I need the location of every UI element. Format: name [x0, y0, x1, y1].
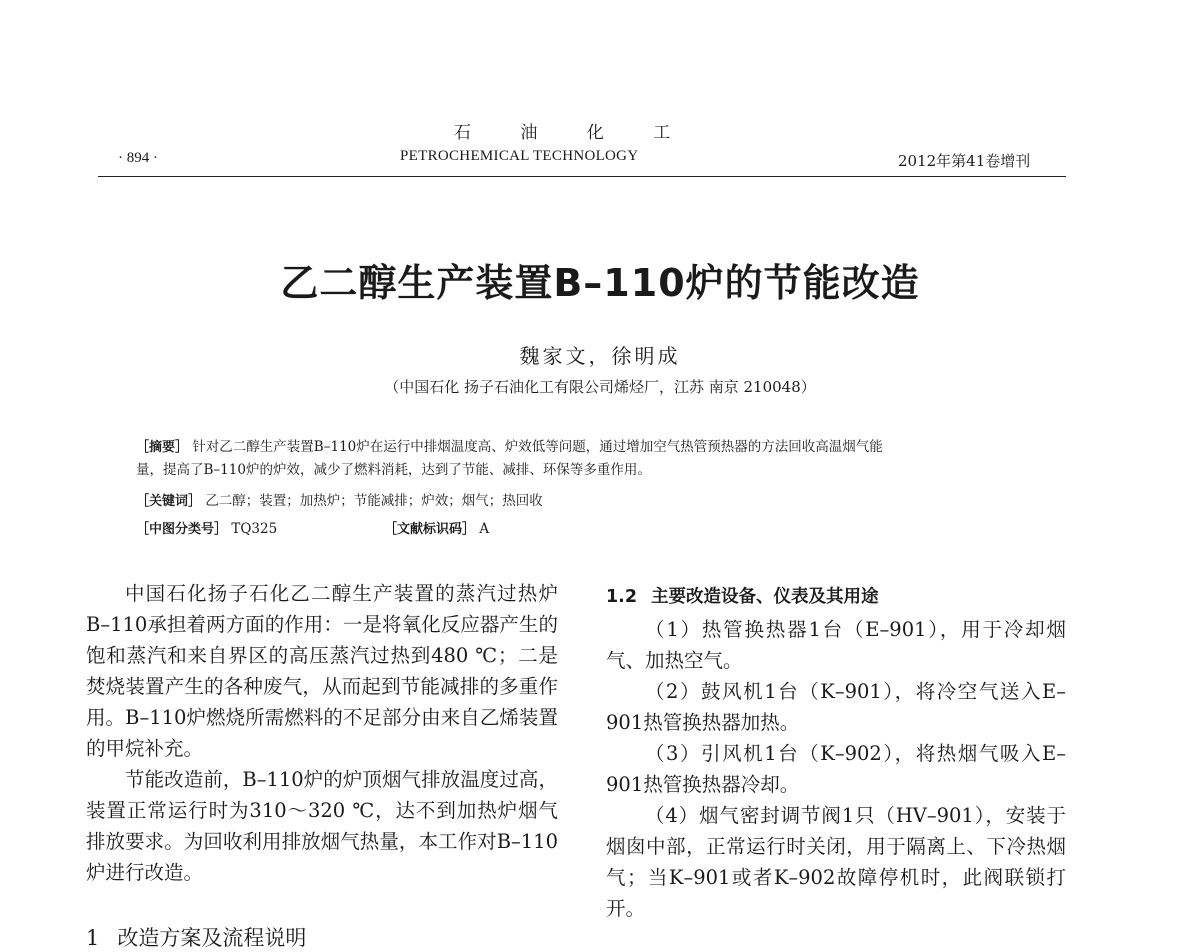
journal-title-english: PETROCHEMICAL TECHNOLOGY [400, 148, 639, 164]
author-affiliation: （中国石化 扬子石油化工有限公司烯烃厂，江苏 南京 210048） [384, 378, 816, 396]
subsection-title: 主要改造设备、仪表及其用途 [651, 587, 879, 607]
body-paragraph-2: 节能改造前，B–110炉的炉顶烟气排放温度过高，装置正常运行时为310～320 ℃，达不到加热炉烟气排放要求。为回收利用排放烟气热量，本工作对B–110炉进行改造。 [86, 768, 558, 884]
document-code-label: ［文献标识码］ [384, 522, 476, 537]
body-paragraph-1: 中国石化扬子石化乙二醇生产装置的蒸汽过热炉B–110承担着两方面的作用：一是将氧化反应器产生的饱和蒸汽和来自界区的高压蒸汽过热到480 ℃；二是焚烧装置产生的各种废气，从而起到节能减排的多重作用。B–110炉燃烧所需燃料的不足部分由来自乙烯装置的甲烷补充。 [86, 582, 558, 760]
subsection-heading-1-2 [606, 580, 1066, 614]
equipment-item-2: （2）鼓风机1台（K–901），将冷空气送入E–901热管换热器加热。 [606, 680, 1066, 734]
section-heading-1 [86, 922, 306, 952]
document-code [384, 518, 489, 541]
classification-label: ［中图分类号］ [136, 522, 228, 537]
abstract [136, 436, 1056, 482]
abstract-label: ［摘要］ [136, 440, 189, 455]
left-column [86, 578, 558, 888]
equipment-item-4: （4）烟气密封调节阀1只（HV–901），安装于烟囱中部，正常运行时关闭，用于隔离上、下冷热烟气；当K–901或者K–902故障停机时，此阀联锁打开。 [606, 804, 1066, 920]
right-column [606, 580, 1066, 924]
journal-title-chinese: 石 油 化 工 [454, 123, 693, 143]
article-title: 乙二醇生产装置B–110炉的节能改造 [280, 261, 920, 305]
keywords-label: ［关键词］ [136, 494, 202, 509]
equipment-item-3: （3）引风机1台（K–902），将热烟气吸入E–901热管换热器冷却。 [606, 742, 1066, 796]
subsection-number: 1.2 [606, 587, 638, 607]
abstract-text-line-2: 量，提高了B–110炉的炉效，减少了燃料消耗，达到了节能、减排、环保等多重作用。 [136, 462, 651, 478]
classification [136, 518, 277, 541]
article-authors: 魏家文，徐明成 [519, 344, 681, 368]
keywords [136, 490, 543, 513]
classification-value: TQ325 [231, 521, 278, 537]
page-number: · 894 · [118, 150, 158, 166]
header-rule [98, 176, 1066, 177]
abstract-text-line-1: 针对乙二醇生产装置B–110炉在运行中排烟温度高、炉效低等问题，通过增加空气热管预热器的方法回收高温烟气能 [192, 439, 883, 455]
equipment-item-1: （1）热管换热器1台（E–901），用于冷却烟气、加热空气。 [606, 618, 1066, 672]
keywords-text: 乙二醇；装置；加热炉；节能减排；炉效；烟气；热回收 [205, 493, 543, 509]
section-number: 1 [86, 926, 100, 950]
issue-info: 2012年第41卷增刊 [898, 152, 1031, 170]
document-code-value: A [479, 521, 490, 537]
section-title: 改造方案及流程说明 [117, 926, 307, 950]
